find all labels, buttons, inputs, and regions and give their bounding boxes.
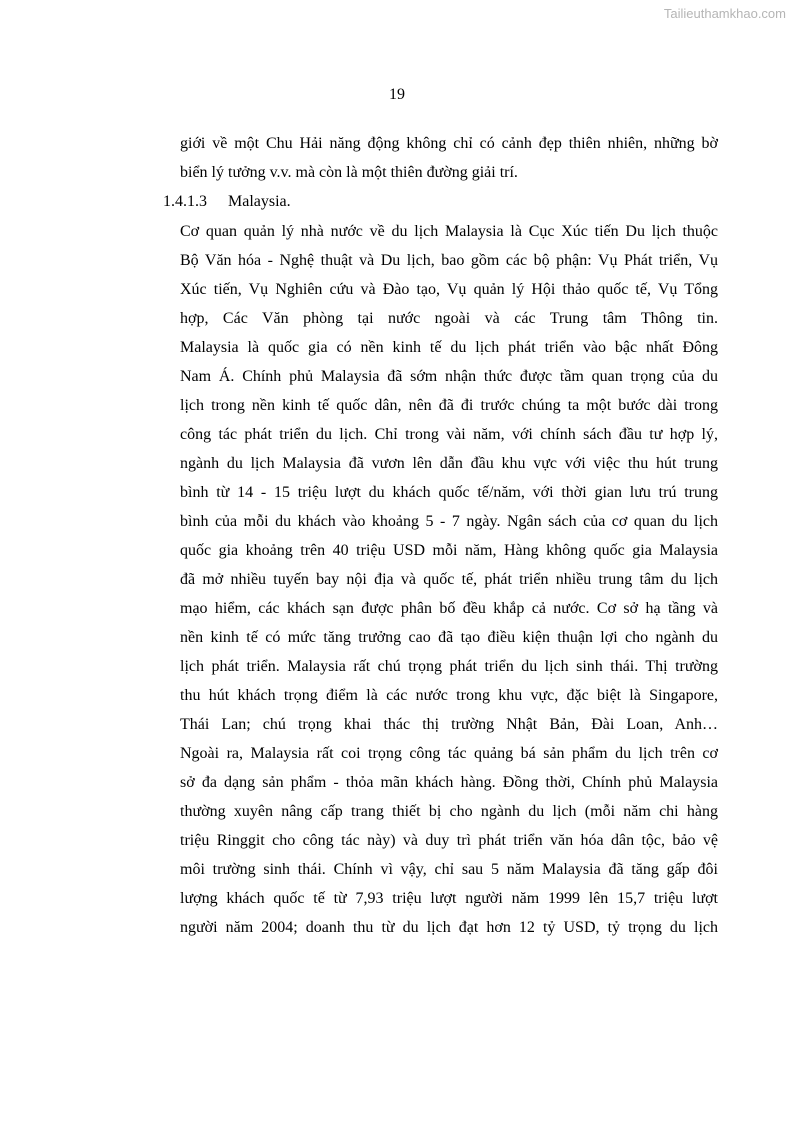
text-line: quốc gia khoảng trên 40 triệu USD mỗi năm, Hàng không quốc gia Malaysia (180, 542, 718, 559)
text-line: môi trường sinh thái. Chính vì vậy, chỉ sau 5 năm Malaysia đã tăng gấp đôi (180, 861, 718, 878)
text-line: giới về một Chu Hải năng động không chỉ có cảnh đẹp thiên nhiên, những bờ (180, 135, 718, 152)
text-line: đã mở nhiều tuyến bay nội địa và quốc tế, phát triển nhiều trung tâm du lịch (180, 571, 718, 588)
text-line: lịch trong nền kinh tế quốc dân, nên đã đi trước chúng ta một bước dài trong (180, 397, 718, 414)
text-line: triệu Ringgit cho công tác này) và duy trì phát triển văn hóa dân tộc, bảo vệ (180, 832, 718, 849)
text-line: người năm 2004; doanh thu từ du lịch đạt hơn 12 tỷ USD, tỷ trọng du lịch (180, 919, 718, 936)
text-line: biển lý tưởng v.v. mà còn là một thiên đường giải trí. (180, 164, 518, 181)
text-line: hợp, Các Văn phòng tại nước ngoài và các Trung tâm Thông tin. (180, 310, 718, 327)
text-line: bình từ 14 - 15 triệu lượt du khách quốc tế/năm, với thời gian lưu trú trung (180, 484, 718, 501)
text-line: Ngoài ra, Malaysia rất coi trọng công tác quảng bá sản phẩm du lịch trên cơ (180, 745, 718, 762)
text-line: ngành du lịch Malaysia đã vươn lên dẫn đầu khu vực với việc thu hút trung (180, 455, 718, 472)
text-line: mạo hiểm, các khách sạn được phân bố đều khắp cả nước. Cơ sở hạ tầng và (180, 600, 718, 617)
page-number: 19 (389, 86, 405, 103)
text-line: lượng khách quốc tế từ 7,93 triệu lượt người năm 1999 lên 15,7 triệu lượt (180, 890, 718, 907)
text-line: thường xuyên nâng cấp trang thiết bị cho ngành du lịch (mỗi năm chi hàng (180, 803, 718, 820)
text-line: thu hút khách trọng điểm là các nước trong khu vực, đặc biệt là Singapore, (180, 687, 718, 704)
text-line: Thái Lan; chú trọng khai thác thị trường Nhật Bản, Đài Loan, Anh… (180, 716, 718, 733)
section-heading (163, 192, 291, 212)
text-line: sở đa dạng sản phẩm - thỏa mãn khách hàng. Đồng thời, Chính phủ Malaysia (180, 774, 718, 791)
text-line: lịch phát triển. Malaysia rất chú trọng phát triển du lịch sinh thái. Thị trường (180, 658, 718, 675)
text-line: công tác phát triển du lịch. Chỉ trong vài năm, với chính sách đầu tư hợp lý, (180, 426, 718, 443)
section-title: Malaysia. (228, 193, 291, 210)
text-line: Nam Á. Chính phủ Malaysia đã sớm nhận thức được tầm quan trọng của du (180, 368, 718, 385)
text-line: Xúc tiến, Vụ Nghiên cứu và Đào tạo, Vụ quản lý Hội thảo quốc tế, Vụ Tổng (180, 281, 718, 298)
text-line: Cơ quan quản lý nhà nước về du lịch Malaysia là Cục Xúc tiến Du lịch thuộc (180, 223, 718, 240)
text-line: Malaysia là quốc gia có nền kinh tế du lịch phát triển vào bậc nhất Đông (180, 339, 718, 356)
section-number: 1.4.1.3 (163, 193, 207, 210)
text-line: nền kinh tế có mức tăng trưởng cao đã tạo điều kiện thuận lợi cho ngành du (180, 629, 718, 646)
watermark: Tailieuthamkhao.com (663, 6, 786, 21)
text-line: Bộ Văn hóa - Nghệ thuật và Du lịch, bao gồm các bộ phận: Vụ Phát triển, Vụ (180, 252, 718, 269)
text-line: bình của mỗi du khách vào khoảng 5 - 7 ngày. Ngân sách của cơ quan du lịch (180, 513, 718, 530)
